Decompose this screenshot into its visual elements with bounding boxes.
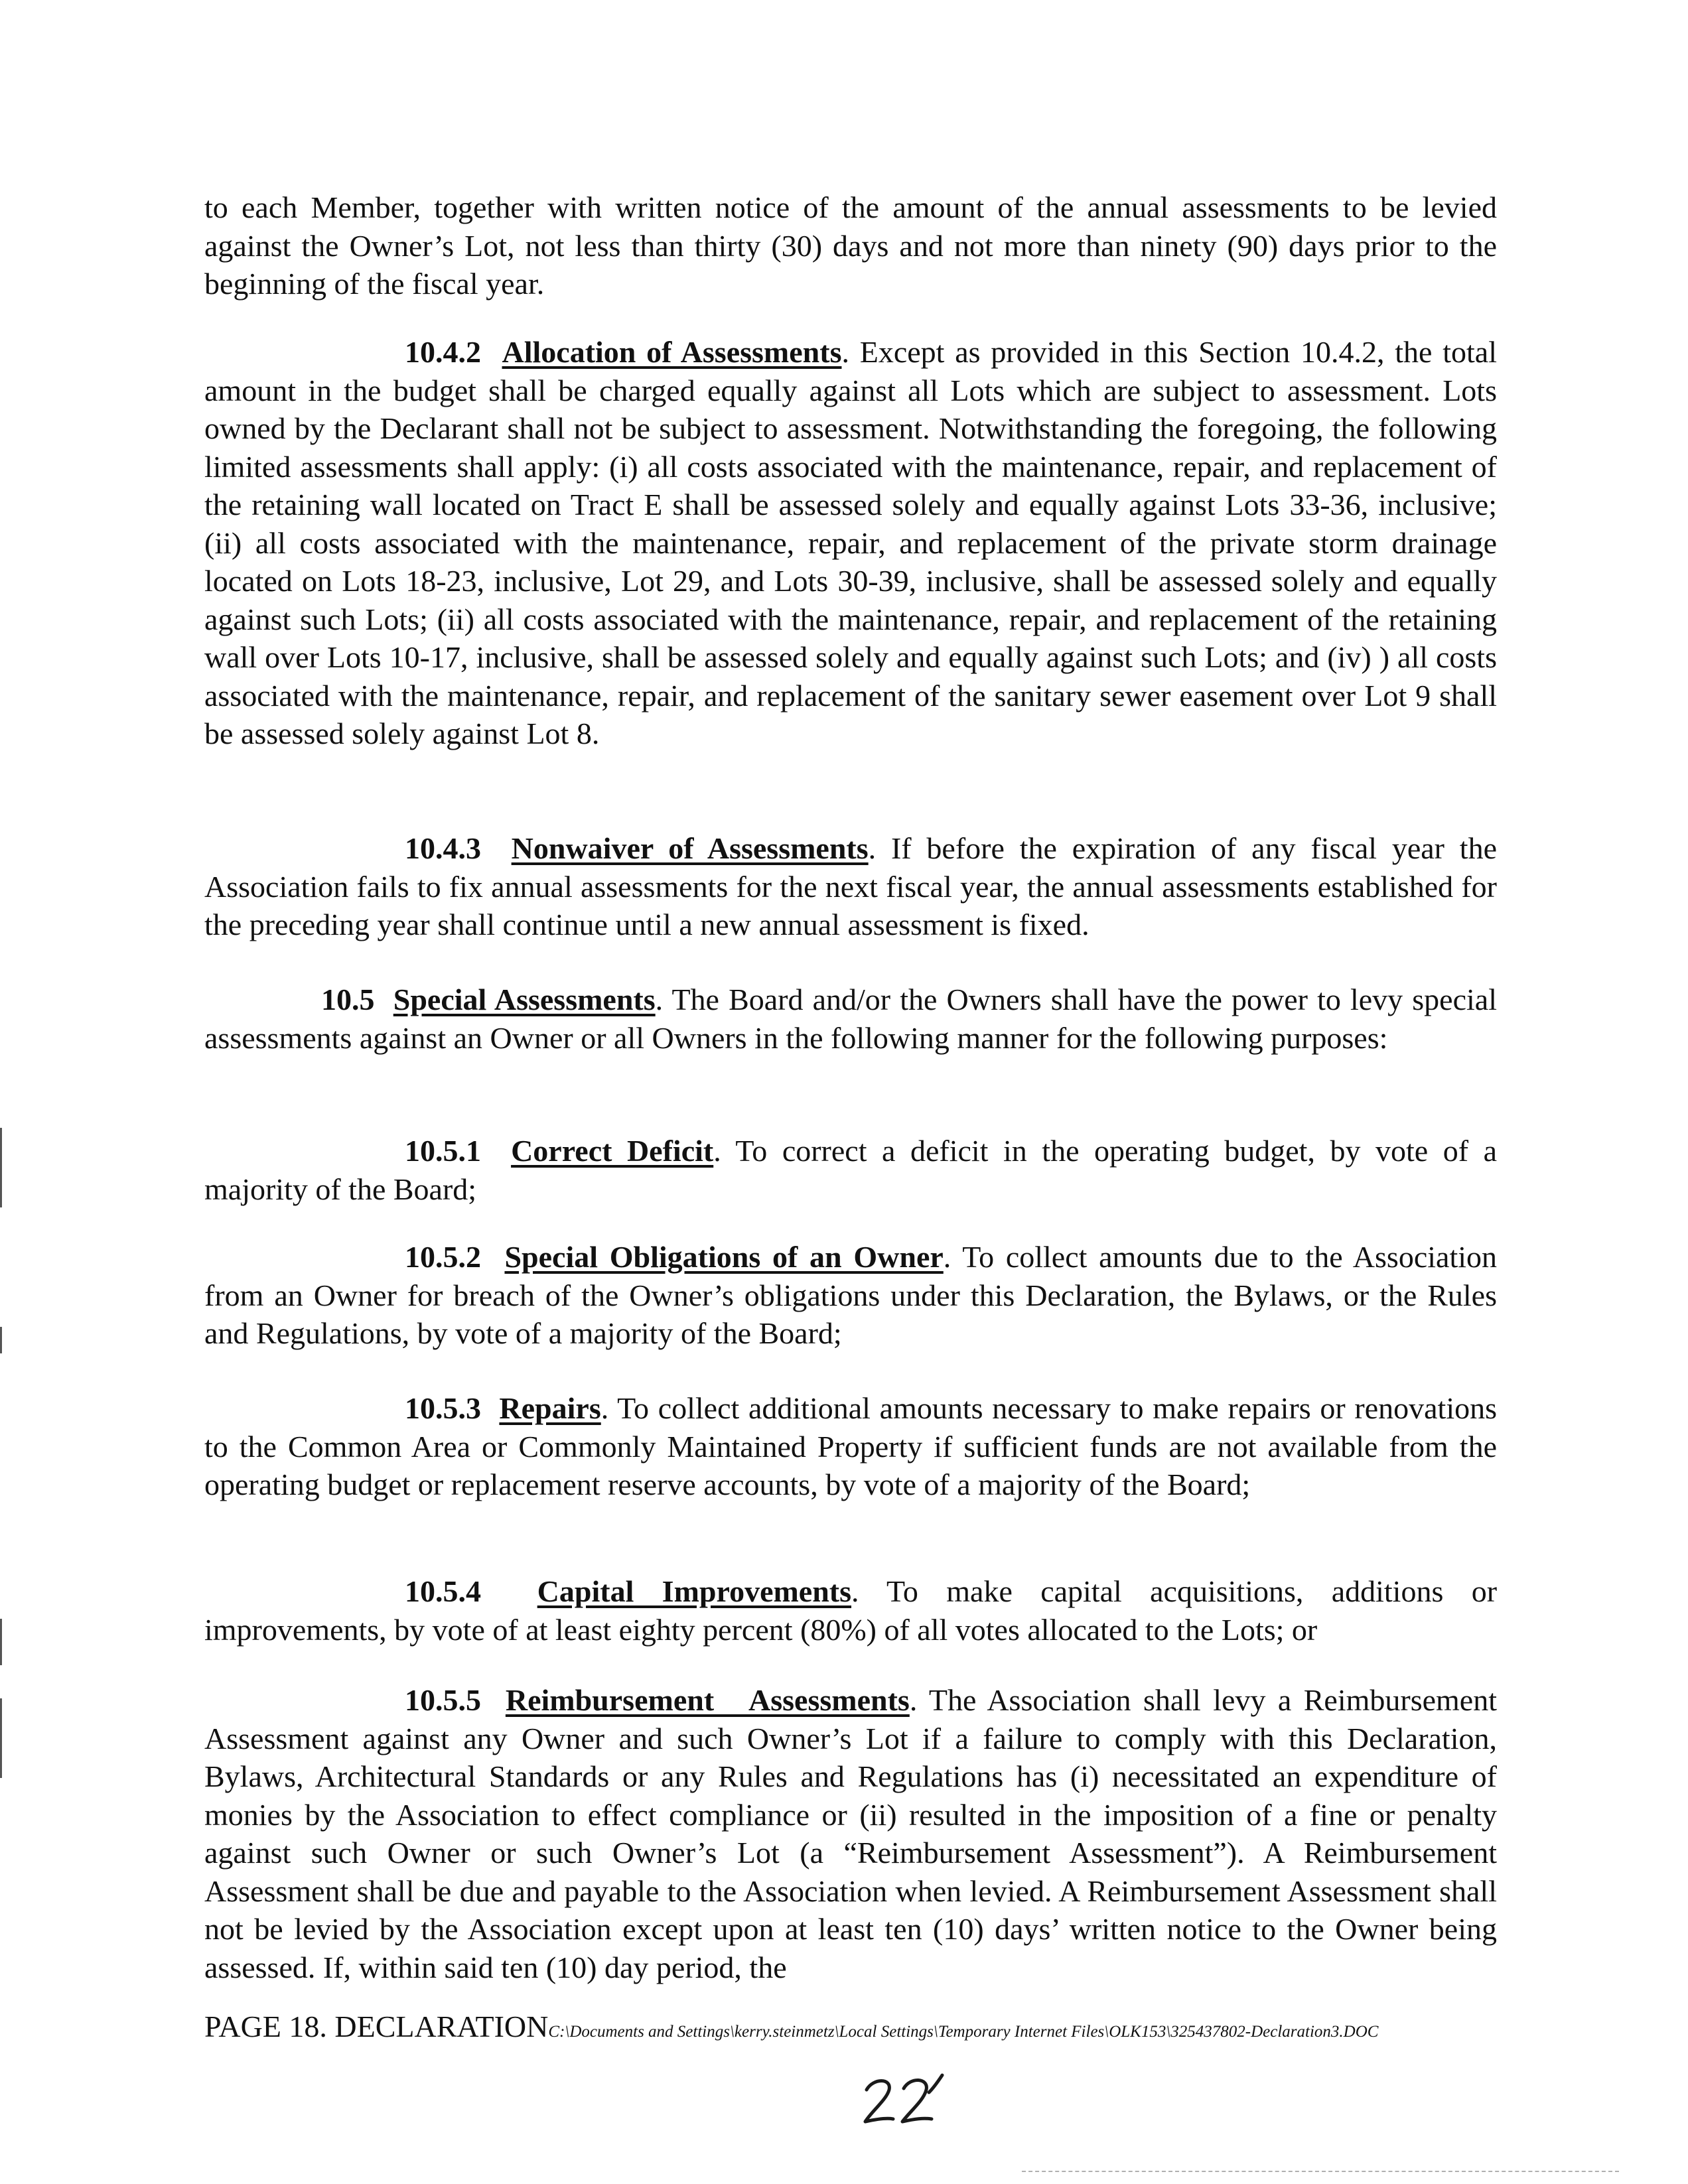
section-body: . To collect additional amounts necessary to make repairs or renovations to the Common Area or Commonly Maintained Property if sufficient funds are not available from the operating budget or replacement reserve accounts, by vote of a majority of the Board; bbox=[204, 1391, 1498, 1501]
section-body: . Except as provided in this Section 10.4.2, the total amount in the budget shall be charged equally against all Lots which are subject to assessment. Lots owned by the Declarant shall not be subject to assessment. Notwithstanding the foregoing, the following limited assessments shall apply: (i) all costs associated with the maintenance, repair, and replacement of the retaining wall located on Tract E shall be assessed solely and equally against Lots 33-36, inclusive; (ii) all costs associated with the maintenance, repair, and replacement of the private storm drainage located on Lots 18-23, inclusive, Lot 29, and Lots 30-39, inclusive, shall be assessed solely and equally against such Lots; (ii) all costs associated with the maintenance, repair, and replacement of the retaining wall over Lots 10-17, inclusive, shall be assessed solely and equally against such Lots; and (iv) ) all costs associated with the maintenance, repair, and replacement of the sanitary sewer easement over Lot 9 shall be assessed solely against Lot 8. bbox=[204, 335, 1497, 750]
section-body: . To make capital acquisitions, additions or improvements, by vote of at least eighty percent (80%) of all votes allocated to the Lots; or bbox=[204, 1574, 1498, 1647]
scan-bottom-rule bbox=[1022, 2171, 1619, 2172]
paragraph-continuation bbox=[204, 188, 1497, 303]
section-body: . To collect amounts due to the Association from an Owner for breach of the Owner’s obligations under this Declaration, the Bylaws, or the Rules and Regulations, by vote of a majority of the Board; bbox=[204, 1240, 1498, 1350]
section-number: 10.5 bbox=[321, 983, 375, 1016]
handwritten-page-number bbox=[860, 2070, 953, 2136]
section-heading: Capital Improvements bbox=[537, 1574, 852, 1608]
section-10-4-2 bbox=[204, 333, 1497, 753]
section-number: 10.5.5 bbox=[405, 1683, 481, 1717]
section-number: 10.5.3 bbox=[405, 1391, 481, 1425]
section-heading: Special Assessments bbox=[393, 983, 656, 1016]
section-body: . If before the expiration of any fiscal year the Association fails to fix annual assessments for the next fiscal year, the annual assessments established for the preceding year shall continue until a new annual assessment is fixed. bbox=[204, 831, 1498, 941]
section-heading: Special Obligations of an Owner bbox=[504, 1240, 944, 1274]
section-10-5-3 bbox=[204, 1389, 1497, 1504]
section-10-5-5 bbox=[204, 1681, 1497, 1986]
section-body: . The Association shall levy a Reimbursement Assessment against any Owner and such Owner’s Lot if a failure to comply with this Declaration, Bylaws, Architectural Standards or any Rules and Regulations has (i) necessitated an expenditure of monies by the Association to effect compliance or (ii) resulted in the imposition of a fine or penalty against such Owner or such Owner’s Lot (a “Reimbursement Assessment”). A Reimbursement Assessment shall be due and payable to the Association when levied. A Reimbursement Assessment shall not be levied by the Association except upon at least ten (10) days’ written notice to the Owner being assessed. If, within said ten (10) day period, the bbox=[204, 1683, 1497, 1984]
section-10-5-4 bbox=[204, 1572, 1497, 1649]
section-number: 10.5.2 bbox=[405, 1240, 481, 1274]
section-10-4-3 bbox=[204, 829, 1497, 944]
section-heading: Allocation of Assessments bbox=[502, 335, 842, 369]
footer-page-label: PAGE 18. DECLARATION bbox=[204, 2010, 549, 2043]
section-number: 10.5.1 bbox=[405, 1134, 481, 1168]
section-number: 10.4.3 bbox=[405, 831, 481, 865]
scan-margin-mark bbox=[0, 1698, 2, 1778]
scan-margin-mark bbox=[0, 1619, 2, 1665]
footer-file-path: C:\Documents and Settings\kerry.steinmetz\Local Settings\Temporary Internet Files\OLK153\325437802-Declaration3.DOC bbox=[548, 2023, 1379, 2041]
section-number: 10.5.4 bbox=[405, 1574, 481, 1608]
section-10-5 bbox=[204, 981, 1497, 1057]
section-10-5-1 bbox=[204, 1132, 1497, 1208]
section-number: 10.4.2 bbox=[405, 335, 481, 369]
section-body: . The Board and/or the Owners shall have the power to levy special assessments against an Owner or all Owners in the following manner for the following purposes: bbox=[204, 983, 1497, 1055]
section-heading: Nonwaiver of Assessments bbox=[511, 831, 869, 865]
section-heading: Correct Deficit bbox=[511, 1134, 714, 1168]
section-heading: Repairs bbox=[499, 1391, 601, 1425]
scan-margin-mark bbox=[0, 1128, 2, 1207]
page-footer bbox=[204, 2010, 1378, 2049]
section-10-5-2 bbox=[204, 1238, 1497, 1353]
section-body: . To correct a deficit in the operating budget, by vote of a majority of the Board; bbox=[204, 1134, 1497, 1206]
scan-margin-mark bbox=[0, 1327, 2, 1353]
section-heading: Reimbursement Assessments bbox=[505, 1683, 910, 1717]
paragraph-text: to each Member, together with written notice of the amount of the annual assessments to be levied against the Owner’s Lot, not less than thirty (30) days and not more than ninety (90) days prior to the beginning of the fiscal year. bbox=[204, 190, 1497, 301]
